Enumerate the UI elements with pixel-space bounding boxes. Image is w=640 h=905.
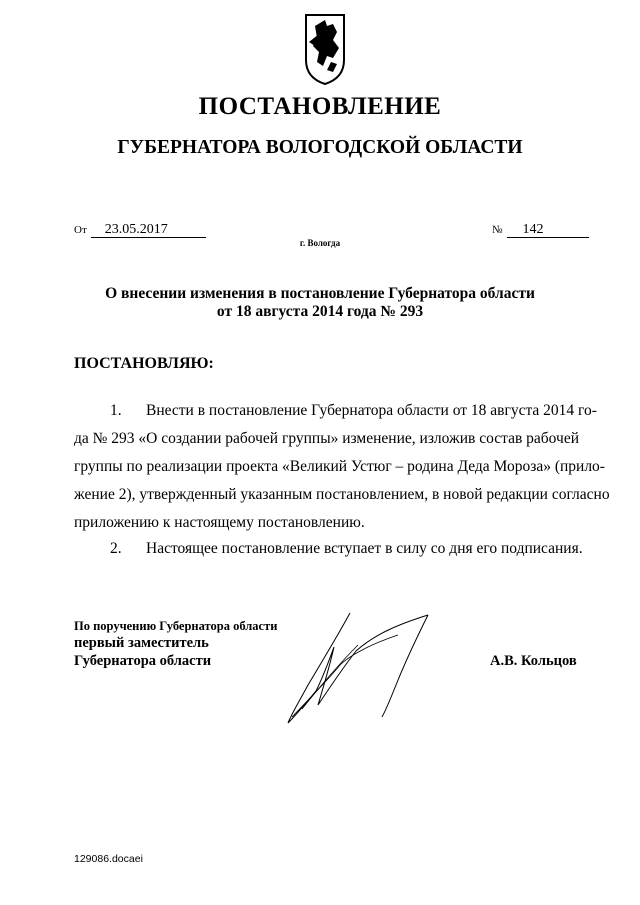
signature-line-3: Губернатора области [74,653,212,669]
city: г. Вологда [299,238,341,248]
heading-line-2: от 18 августа 2014 года № 293 [216,303,424,320]
item-number: 2. [110,540,122,557]
heading-line-1: О внесении изменения в постановление Губернатора области [105,285,535,302]
file-reference: 129086.docaei [74,853,143,865]
signature-line-2: первый заместитель [74,635,209,651]
item-text: приложению к настоящему постановлению. [74,514,365,531]
document-date: 23.05.2017 [91,222,206,238]
number-row [492,220,589,238]
item-1 [74,397,610,537]
item-2 [74,535,605,563]
item-text: Настоящее постановление вступает в силу со дня его подписания. [146,540,583,557]
coat-of-arms-emblem [303,12,347,86]
signature-line-1: По поручению Губернатора области [74,619,278,633]
item-text: жение 2), утвержденный указанным постановлением, в новой редакции согласно [74,486,610,503]
document-title: ПОСТАНОВЛЕНИЕ [198,93,442,120]
item-text: Внести в постановление Губернатора области от 18 августа 2014 го- [146,402,597,419]
signer-name: А.В. Кольцов [490,653,577,669]
decree-word: ПОСТАНОВЛЯЮ: [74,355,214,372]
date-row [74,220,206,238]
item-number: 1. [110,402,122,419]
number-prefix: № [492,224,503,236]
document-subtitle: ГУБЕРНАТОРА ВОЛОГОДСКОЙ ОБЛАСТИ [117,137,523,158]
item-text: группы по реализации проекта «Великий Устюг – родина Деда Мороза» (прило- [74,458,605,475]
date-prefix: От [74,224,87,236]
item-text: да № 293 «О создании рабочей группы» изменение, изложив состав рабочей [74,430,579,447]
handwritten-signature [278,605,438,730]
document-number: 142 [507,222,589,238]
